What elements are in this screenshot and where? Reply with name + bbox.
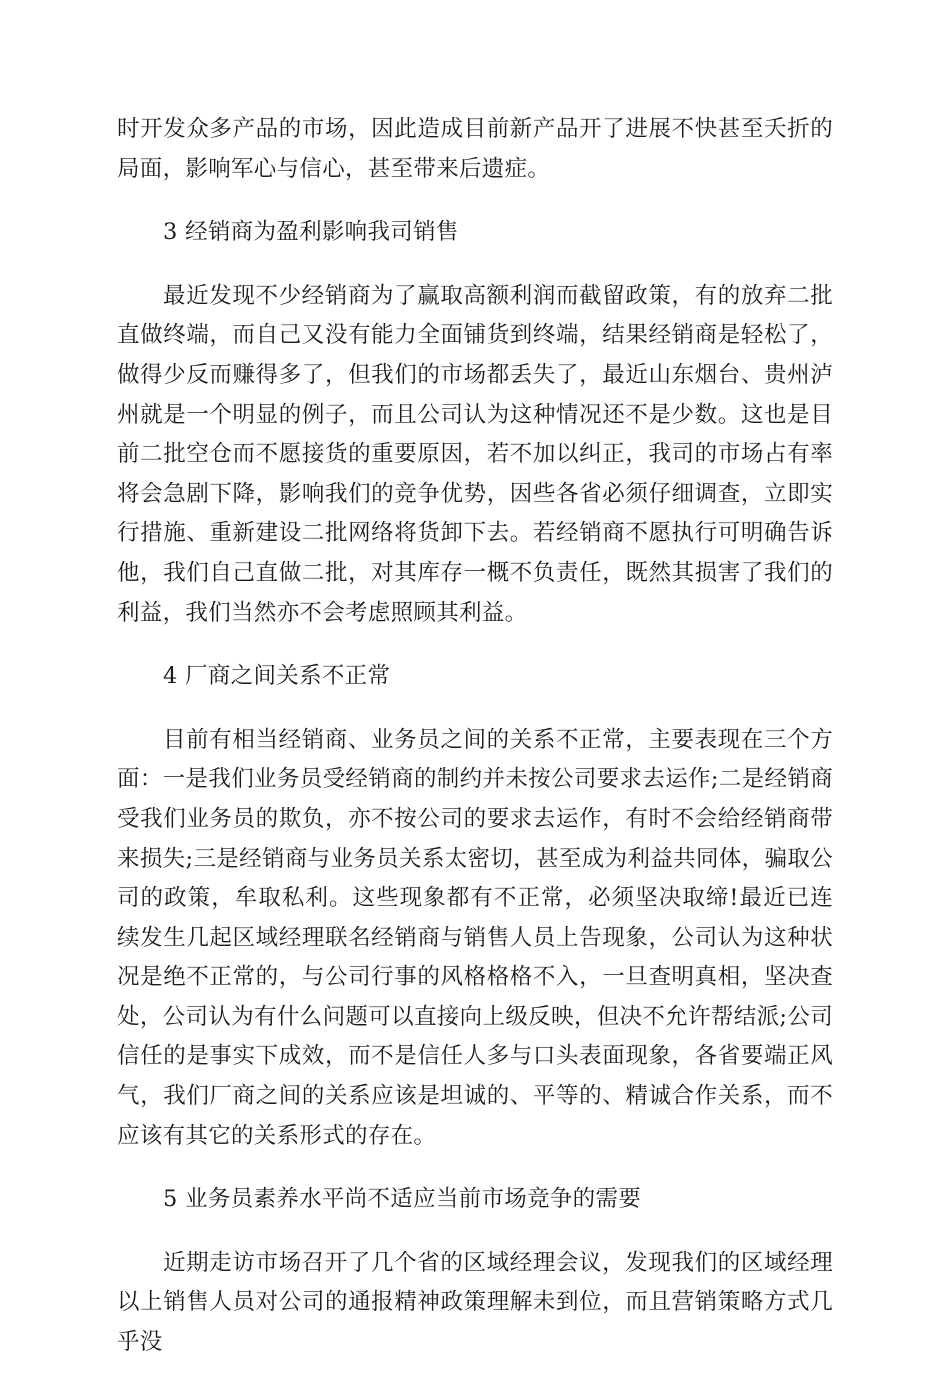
paragraph-section-5: 近期走访市场召开了几个省的区域经理会议，发现我们的区域经理以上销售人员对公司的通报精神政策理解未到位，而且营销策略方式几乎没 — [117, 1249, 833, 1356]
section-heading-3: 3 经销商为盈利影响我司销售 — [163, 219, 459, 246]
paragraph-section-3: 最近发现不少经销商为了赢取高额利润而截留政策，有的放弃二批直做终端，而自己又没有能力全面铺货到终端，结果经销商是轻松了，做得少反而赚得多了，但我们的市场都丢失了，最近山东烟台、贵州泸州就是一个明显的例子，而且公司认为这种情况还不是少数。这也是目前二批空仓而不愿接货的重要原因，若不加以纠正，我司的市场占有率将会急剧下降，影响我们的竞争优势，因些各省必须仔细调查，立即实行措施、重新建设二批网络将货卸下去。若经销商不愿执行可明确告诉他，我们自己直做二批，对其库存一概不负责任，既然其损害了我们的利益，我们当然亦不会考虑照顾其利益。 — [117, 282, 833, 626]
paragraph-intro-continuation: 时开发众多产品的市场，因此造成目前新产品开了进展不快甚至夭折的局面，影响军心与信心，甚至带来后遗症。 — [117, 116, 833, 182]
document-page — [117, 110, 833, 1387]
paragraph-section-4: 目前有相当经销商、业务员之间的关系不正常，主要表现在三个方面：一是我们业务员受经销商的制约并未按公司要求去运作;二是经销商受我们业务员的欺负，亦不按公司的要求去运作，有时不会给经销商带来损失;三是经销商与业务员关系太密切，甚至成为利益共同体，骗取公司的政策，牟取私利。这些现象都有不正常，必须坚决取缔!最近已连续发生几起区域经理联名经销商与销售人员上告现象，公司认为这种状况是绝不正常的，与公司行事的风格格格不入，一旦查明真相，坚决查处，公司认为有什么问题可以直接向上级反映，但决不允许帮结派;公司信任的是事实下成效，而不是信任人多与口头表面现象，各省要端正风气，我们厂商之间的关系应该是坦诚的、平等的、精诚合作关系，而不应该有其它的关系形式的存在。 — [117, 726, 833, 1149]
section-heading-4: 4 厂商之间关系不正常 — [163, 663, 391, 690]
section-heading-5: 5 业务员素养水平尚不适应当前市场竞争的需要 — [163, 1186, 642, 1213]
